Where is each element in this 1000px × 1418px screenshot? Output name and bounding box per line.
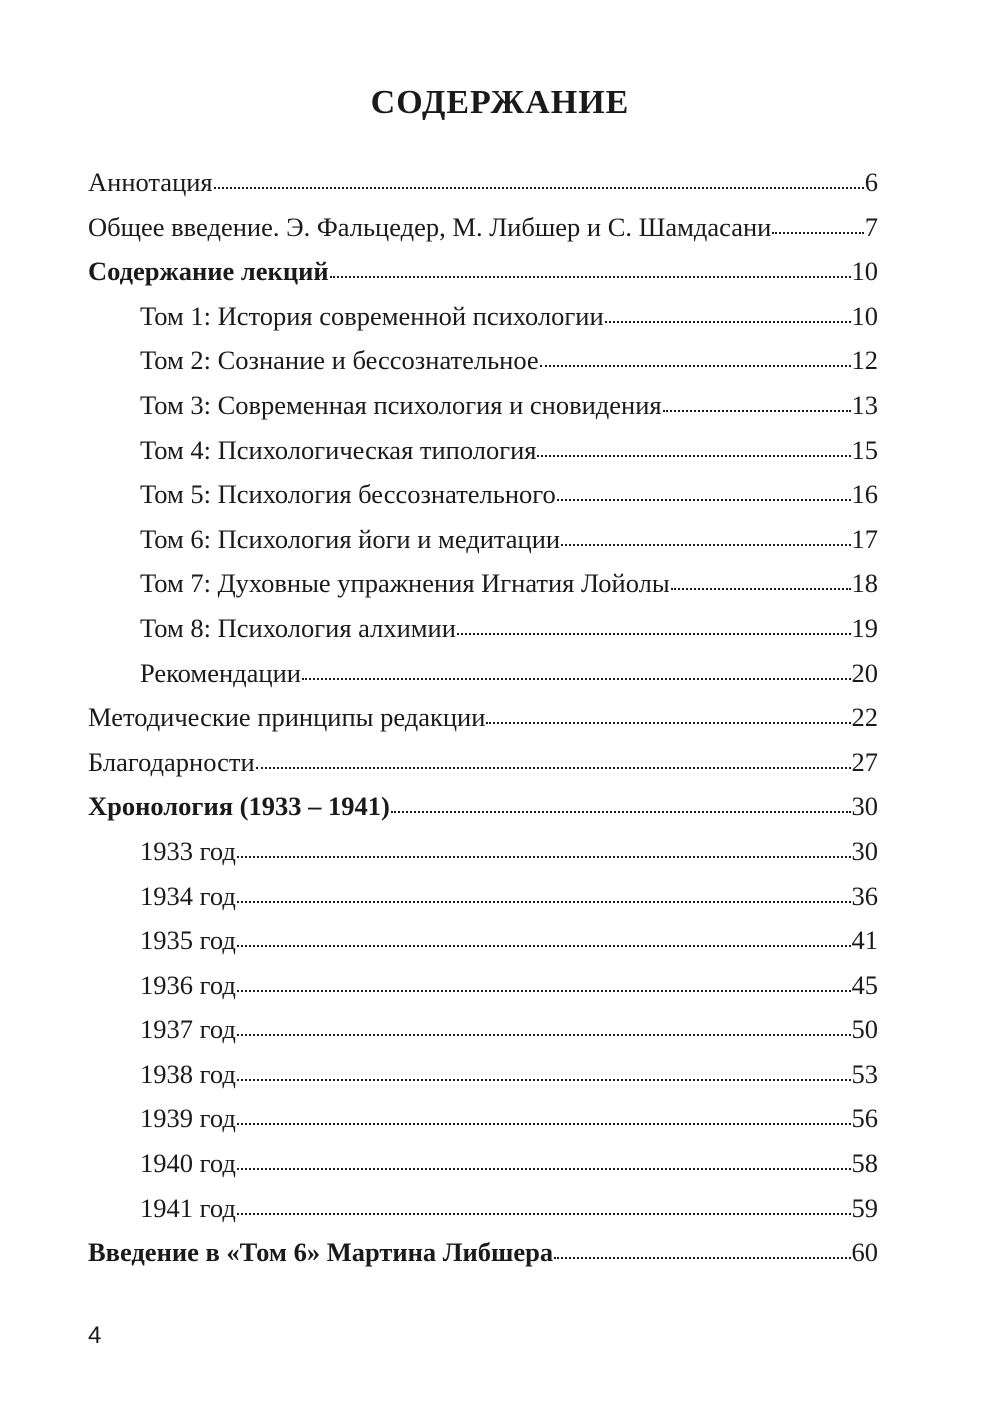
toc-entry-page: 22 [851, 702, 878, 733]
dot-leader [237, 1213, 851, 1215]
toc-entry-page: 16 [851, 479, 878, 510]
dot-leader [237, 901, 851, 903]
toc-entry-volume-4[interactable] [88, 428, 878, 473]
toc-entry-page: 13 [851, 389, 878, 420]
toc-entry-page: 7 [864, 211, 878, 242]
toc-entry-recommendations[interactable] [88, 651, 878, 696]
toc-entry-volume-1[interactable] [88, 294, 878, 339]
dot-leader [214, 187, 864, 189]
toc-entry-volume-2[interactable] [88, 338, 878, 383]
toc-entry-label: Введение в «Том 6» Мартина Либшера [88, 1237, 554, 1268]
toc-entry-label: 1933 год [140, 835, 236, 866]
dot-leader [605, 321, 851, 323]
toc-entry-page: 18 [851, 568, 878, 599]
toc-entry-year-1937[interactable] [88, 1007, 878, 1052]
dot-leader [237, 1168, 851, 1170]
dot-leader [557, 499, 851, 501]
toc-entry-label: 1937 год [140, 1014, 236, 1045]
toc-entry-label: 1936 год [140, 969, 236, 1000]
toc-entry-introduction-volume-6[interactable] [88, 1230, 878, 1275]
toc-entry-page: 53 [851, 1058, 878, 1089]
page-number: 4 [88, 1322, 102, 1349]
dot-leader [237, 856, 851, 858]
toc-entry-volume-3[interactable] [88, 383, 878, 428]
toc-entry-label: 1940 год [140, 1148, 236, 1179]
dot-leader [391, 811, 851, 813]
toc-entry-year-1934[interactable] [88, 874, 878, 919]
toc-entry-page: 41 [851, 925, 878, 956]
toc-entry-label: Хронология (1933 – 1941) [88, 791, 390, 822]
page-title: СОДЕРЖАНИЕ [370, 84, 630, 121]
toc-entry-label: Том 2: Сознание и бессознательное [140, 345, 539, 376]
toc-entry-page: 59 [851, 1192, 878, 1223]
toc-entry-label: Благодарности [88, 746, 255, 777]
toc-entry-page: 56 [851, 1103, 878, 1134]
dot-leader [663, 410, 851, 412]
dot-leader [554, 1257, 850, 1259]
toc-entry-page: 20 [851, 657, 878, 688]
toc-entry-year-1939[interactable] [88, 1096, 878, 1141]
toc-entry-label: Том 4: Психологическая типология [140, 434, 537, 465]
toc-entry-page: 15 [851, 434, 878, 465]
toc-entry-page: 6 [864, 167, 878, 197]
toc-entry-page: 19 [851, 612, 878, 643]
toc-entry-label: Том 8: Психология алхимии [140, 612, 456, 643]
dot-leader [330, 276, 851, 278]
dot-leader [671, 588, 851, 590]
toc-entry-page: 50 [851, 1014, 878, 1045]
toc-entry-page: 10 [851, 300, 878, 331]
toc-entry-volume-5[interactable] [88, 472, 878, 517]
toc-entry-page: 36 [851, 880, 878, 911]
toc-entry-year-1933[interactable] [88, 829, 878, 874]
toc-entry-page: 17 [851, 523, 878, 554]
toc-entry-page: 30 [851, 791, 878, 822]
dot-leader [561, 544, 850, 546]
dot-leader [237, 1079, 851, 1081]
toc-entry-page: 45 [851, 969, 878, 1000]
toc-entry-annotation[interactable] [88, 160, 878, 205]
dot-leader [486, 722, 850, 724]
table-of-contents [88, 160, 878, 1275]
dot-leader [237, 1123, 851, 1125]
toc-entry-volume-8[interactable] [88, 606, 878, 651]
toc-entry-year-1936[interactable] [88, 963, 878, 1008]
dot-leader [237, 990, 851, 992]
toc-entry-year-1941[interactable] [88, 1186, 878, 1231]
dot-leader [537, 455, 850, 457]
toc-entry-page: 12 [851, 345, 878, 376]
dot-leader [540, 365, 851, 367]
toc-entry-year-1938[interactable] [88, 1052, 878, 1097]
toc-entry-label: Том 7: Духовные упражнения Игнатия Лойолы [140, 568, 670, 599]
toc-entry-label: Рекомендации [140, 657, 301, 688]
toc-entry-label: Том 5: Психология бессознательного [140, 479, 556, 510]
toc-entry-label: Содержание лекций [88, 256, 329, 287]
dot-leader [237, 945, 851, 947]
toc-entry-label: Том 1: История современной психологии [140, 300, 604, 331]
toc-entry-year-1935[interactable] [88, 918, 878, 963]
toc-entry-page: 27 [851, 746, 878, 777]
toc-entry-label: Общее введение. Э. Фальцедер, М. Либшер и С. Шамдасани [88, 211, 772, 242]
toc-entry-label: Том 3: Современная психология и сновидения [140, 389, 662, 420]
toc-entry-label: 1941 год [140, 1192, 236, 1223]
toc-entry-volume-7[interactable] [88, 561, 878, 606]
toc-entry-volume-6[interactable] [88, 517, 878, 562]
toc-entry-general-introduction[interactable] [88, 205, 878, 250]
toc-entry-label: 1939 год [140, 1103, 236, 1134]
toc-entry-lectures-contents[interactable] [88, 249, 878, 294]
toc-entry-editorial-principles[interactable] [88, 695, 878, 740]
toc-entry-page: 58 [851, 1148, 878, 1179]
toc-entry-label: 1934 год [140, 880, 236, 911]
toc-entry-page: 30 [851, 835, 878, 866]
toc-entry-label: Том 6: Психология йоги и медитации [140, 523, 561, 554]
toc-entry-label: 1938 год [140, 1058, 236, 1089]
toc-entry-label: Методические принципы редакции [88, 702, 486, 733]
toc-entry-chronology[interactable] [88, 784, 878, 829]
toc-entry-page: 60 [851, 1237, 878, 1268]
dot-leader [302, 678, 851, 680]
toc-entry-year-1940[interactable] [88, 1141, 878, 1186]
toc-entry-acknowledgements[interactable] [88, 740, 878, 785]
dot-leader [256, 767, 851, 769]
dot-leader [457, 633, 851, 635]
toc-entry-page: 10 [851, 256, 878, 287]
dot-leader [237, 1034, 851, 1036]
toc-entry-label: 1935 год [140, 925, 236, 956]
dot-leader [772, 232, 863, 234]
toc-entry-label: Аннотация [88, 167, 213, 197]
